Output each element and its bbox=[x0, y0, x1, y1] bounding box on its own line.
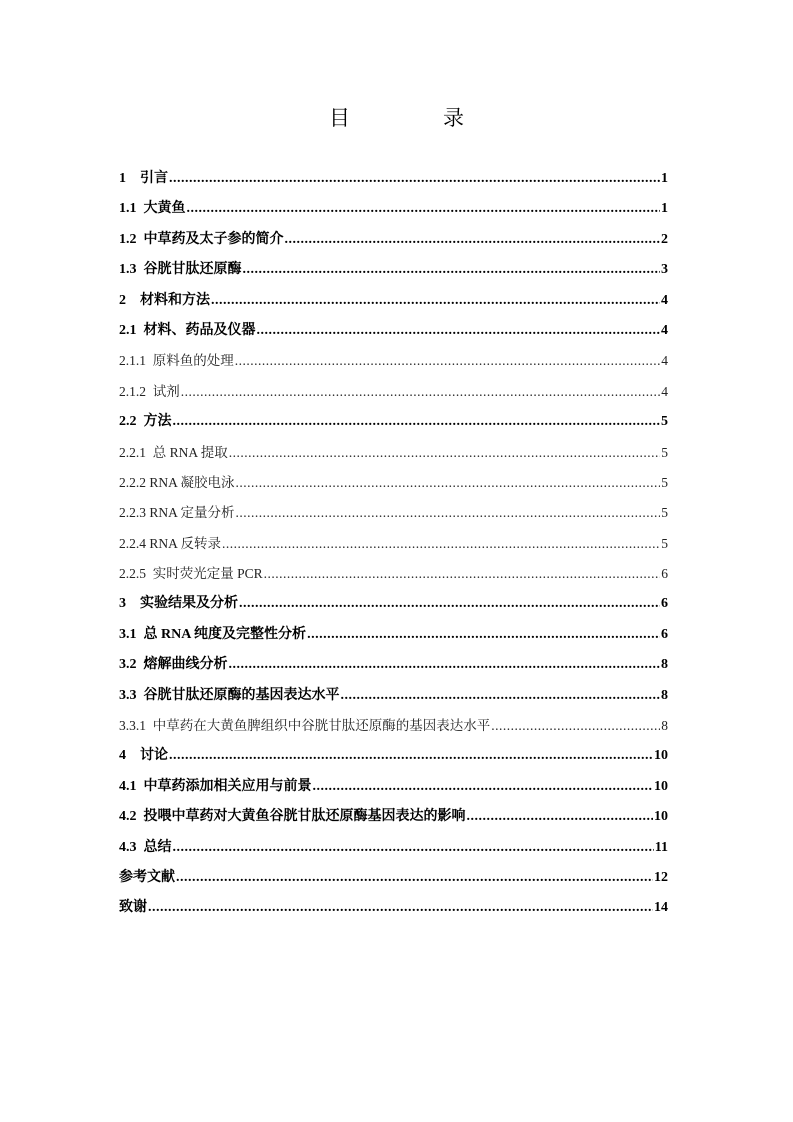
toc-entry[interactable] bbox=[119, 863, 668, 893]
toc-dot-leader bbox=[173, 407, 661, 437]
toc-entry-number: 2.2.1 bbox=[119, 444, 146, 460]
toc-entry[interactable] bbox=[119, 559, 668, 589]
toc-entry-page-number: 4 bbox=[661, 322, 668, 338]
toc-entry[interactable] bbox=[119, 164, 668, 194]
toc-dot-leader bbox=[467, 802, 654, 832]
toc-entry-number: 2.2.4 bbox=[119, 535, 146, 551]
toc-dot-leader bbox=[341, 681, 661, 711]
toc-entry-page-number: 5 bbox=[661, 444, 668, 460]
toc-dot-leader bbox=[239, 589, 660, 619]
toc-entry-page-number: 6 bbox=[661, 626, 668, 642]
toc-entry-page-number: 4 bbox=[661, 383, 668, 399]
toc-dot-leader bbox=[285, 225, 661, 255]
toc-entry-spacer bbox=[146, 559, 153, 589]
toc-entry-spacer bbox=[146, 438, 153, 468]
toc-entry[interactable] bbox=[119, 316, 668, 346]
toc-entry-label: 原料鱼的处理 bbox=[152, 353, 234, 369]
toc-entry-spacer bbox=[137, 833, 144, 863]
toc-entry[interactable] bbox=[119, 225, 668, 255]
toc-entry-label: 实验结果及分析 bbox=[140, 596, 238, 612]
toc-entry-label: RNA 定量分析 bbox=[149, 505, 235, 521]
toc-entry-spacer bbox=[146, 377, 153, 407]
toc-entry[interactable] bbox=[119, 589, 668, 619]
toc-entry[interactable] bbox=[119, 438, 668, 468]
toc-entry[interactable] bbox=[119, 833, 668, 863]
toc-entry-label: 大黄鱼 bbox=[143, 201, 186, 217]
toc-entry-number: 1 bbox=[119, 171, 126, 186]
toc-dot-leader bbox=[148, 893, 653, 923]
toc-dot-leader bbox=[176, 863, 653, 893]
toc-entry-label: RNA 凝胶电泳 bbox=[149, 474, 235, 490]
toc-entry-page-number: 8 bbox=[661, 687, 668, 703]
toc-entry-spacer bbox=[126, 741, 140, 771]
toc-entry[interactable] bbox=[119, 711, 668, 741]
toc-entry[interactable] bbox=[119, 377, 668, 407]
toc-dot-leader bbox=[235, 346, 661, 376]
toc-entry-number: 4 bbox=[119, 748, 126, 764]
toc-entry-page-number: 6 bbox=[661, 596, 668, 612]
toc-entry-page-number: 4 bbox=[661, 292, 668, 308]
toc-entry-number: 2 bbox=[119, 292, 126, 308]
toc-entry[interactable] bbox=[119, 498, 668, 528]
toc-entry-page-number: 10 bbox=[654, 748, 668, 764]
toc-entry-number: 3.2 bbox=[119, 657, 137, 673]
toc-entry-page-number: 6 bbox=[661, 566, 668, 582]
toc-dot-leader bbox=[222, 529, 660, 559]
toc-entry-number: 3 bbox=[119, 596, 126, 612]
toc-entry-spacer bbox=[137, 620, 144, 650]
toc-dot-leader bbox=[187, 194, 661, 224]
toc-dot-leader bbox=[169, 164, 660, 194]
toc-entry-page-number: 3 bbox=[661, 262, 668, 278]
toc-entry[interactable] bbox=[119, 681, 668, 711]
toc-entry-page-number: 11 bbox=[654, 839, 668, 855]
toc-entry-label: 熔解曲线分析 bbox=[143, 657, 228, 673]
toc-entry[interactable] bbox=[119, 194, 668, 224]
toc-entry-number: 1.2 bbox=[119, 231, 137, 247]
toc-entry-page-number: 5 bbox=[661, 474, 668, 490]
toc-dot-leader bbox=[243, 255, 661, 285]
toc-dot-leader bbox=[173, 833, 654, 863]
toc-entry-page-number: 14 bbox=[654, 900, 668, 916]
toc-entry-spacer bbox=[137, 650, 144, 680]
toc-entry-spacer bbox=[137, 194, 144, 224]
toc-dot-leader bbox=[229, 438, 660, 468]
toc-entry-label: 总结 bbox=[143, 839, 172, 855]
toc-entry-spacer bbox=[126, 164, 140, 194]
toc-entry-label: 中草药添加相关应用与前景 bbox=[143, 778, 312, 794]
toc-dot-leader bbox=[307, 620, 660, 650]
toc-entry-number: 2.2.2 bbox=[119, 474, 146, 490]
toc-entry-page-number: 1 bbox=[661, 171, 668, 186]
toc-entry-label: 致谢 bbox=[119, 900, 147, 916]
toc-entry-spacer bbox=[146, 346, 153, 376]
toc-entry-page-number: 8 bbox=[661, 657, 668, 673]
toc-entry-label: 参考文献 bbox=[119, 869, 175, 885]
toc-entry-label: 讨论 bbox=[140, 748, 168, 764]
toc-entry-spacer bbox=[137, 772, 144, 802]
toc-entry-page-number: 1 bbox=[661, 201, 668, 217]
toc-entry-page-number: 5 bbox=[661, 505, 668, 521]
toc-entry-spacer bbox=[137, 255, 144, 285]
toc-entry-number: 2.1.2 bbox=[119, 383, 146, 399]
toc-dot-leader bbox=[264, 559, 661, 589]
toc-entry-label: 方法 bbox=[143, 414, 172, 430]
toc-entry-page-number: 5 bbox=[661, 414, 668, 430]
toc-entry-page-number: 10 bbox=[654, 809, 668, 825]
table-of-contents bbox=[119, 164, 668, 924]
toc-dot-leader bbox=[181, 377, 661, 407]
toc-entry-label: 总 RNA 提取 bbox=[152, 444, 228, 460]
toc-entry-page-number: 2 bbox=[661, 231, 668, 247]
toc-dot-leader bbox=[491, 711, 660, 741]
toc-entry-spacer bbox=[137, 316, 144, 346]
toc-entry-label: 总 RNA 纯度及完整性分析 bbox=[143, 626, 307, 642]
toc-entry-number: 3.1 bbox=[119, 626, 137, 642]
toc-entry-label: 引言 bbox=[140, 171, 168, 186]
toc-entry-number: 3.3 bbox=[119, 687, 137, 703]
toc-entry-number: 1.3 bbox=[119, 262, 137, 278]
toc-entry[interactable] bbox=[119, 407, 668, 437]
toc-entry-spacer bbox=[137, 681, 144, 711]
toc-entry-label: 试剂 bbox=[152, 383, 180, 399]
toc-entry-spacer bbox=[146, 711, 153, 741]
toc-entry-label: 材料和方法 bbox=[140, 292, 210, 308]
toc-entry-page-number: 5 bbox=[661, 535, 668, 551]
toc-entry-spacer bbox=[137, 225, 144, 255]
toc-entry-label: 投喂中草药对大黄鱼谷胱甘肽还原酶基因表达的影响 bbox=[143, 809, 466, 825]
toc-dot-leader bbox=[313, 772, 654, 802]
toc-entry[interactable] bbox=[119, 255, 668, 285]
toc-entry-page-number: 4 bbox=[661, 353, 668, 369]
toc-entry[interactable] bbox=[119, 772, 668, 802]
toc-entry-number: 3.3.1 bbox=[119, 718, 146, 734]
toc-dot-leader bbox=[236, 468, 661, 498]
toc-entry-number: 2.1 bbox=[119, 322, 137, 338]
toc-entry-label: 谷胱甘肽还原酶 bbox=[143, 262, 242, 278]
toc-dot-leader bbox=[236, 498, 661, 528]
toc-entry-number: 2.2 bbox=[119, 414, 137, 430]
toc-entry-number: 4.3 bbox=[119, 839, 137, 855]
toc-entry[interactable] bbox=[119, 346, 668, 376]
page-title: 目 录 bbox=[329, 106, 500, 130]
toc-entry-label: 实时荧光定量 PCR bbox=[152, 566, 263, 582]
toc-entry-spacer bbox=[126, 589, 140, 619]
toc-entry-number: 2.1.1 bbox=[119, 353, 146, 369]
toc-entry[interactable] bbox=[119, 468, 668, 498]
toc-entry[interactable] bbox=[119, 529, 668, 559]
toc-entry[interactable] bbox=[119, 893, 668, 923]
toc-entry[interactable] bbox=[119, 650, 668, 680]
toc-dot-leader bbox=[169, 741, 653, 771]
toc-entry-page-number: 12 bbox=[654, 869, 668, 885]
toc-entry[interactable] bbox=[119, 802, 668, 832]
toc-entry-label: RNA 反转录 bbox=[149, 535, 222, 551]
toc-entry-number: 2.2.3 bbox=[119, 505, 146, 521]
toc-entry-page-number: 10 bbox=[654, 778, 668, 794]
toc-entry-number: 2.2.5 bbox=[119, 566, 146, 582]
toc-entry-page-number: 8 bbox=[661, 718, 668, 734]
toc-entry-number: 4.1 bbox=[119, 778, 137, 794]
toc-entry-number: 1.1 bbox=[119, 201, 137, 217]
toc-entry-label: 谷胱甘肽还原酶的基因表达水平 bbox=[143, 687, 340, 703]
toc-entry-label: 中草药在大黄鱼脾组织中谷胱甘肽还原酶的基因表达水平 bbox=[152, 718, 491, 734]
toc-entry[interactable] bbox=[119, 620, 668, 650]
toc-dot-leader bbox=[229, 650, 661, 680]
toc-dot-leader bbox=[257, 316, 661, 346]
toc-entry-label: 中草药及太子参的简介 bbox=[143, 231, 284, 247]
toc-dot-leader bbox=[211, 286, 660, 316]
toc-entry-spacer bbox=[137, 407, 144, 437]
toc-entry-label: 材料、药品及仪器 bbox=[143, 322, 256, 338]
toc-entry-number: 4.2 bbox=[119, 809, 137, 825]
toc-entry[interactable] bbox=[119, 741, 668, 771]
toc-entry[interactable] bbox=[119, 286, 668, 316]
toc-entry-spacer bbox=[126, 286, 140, 316]
toc-entry-spacer bbox=[137, 802, 144, 832]
